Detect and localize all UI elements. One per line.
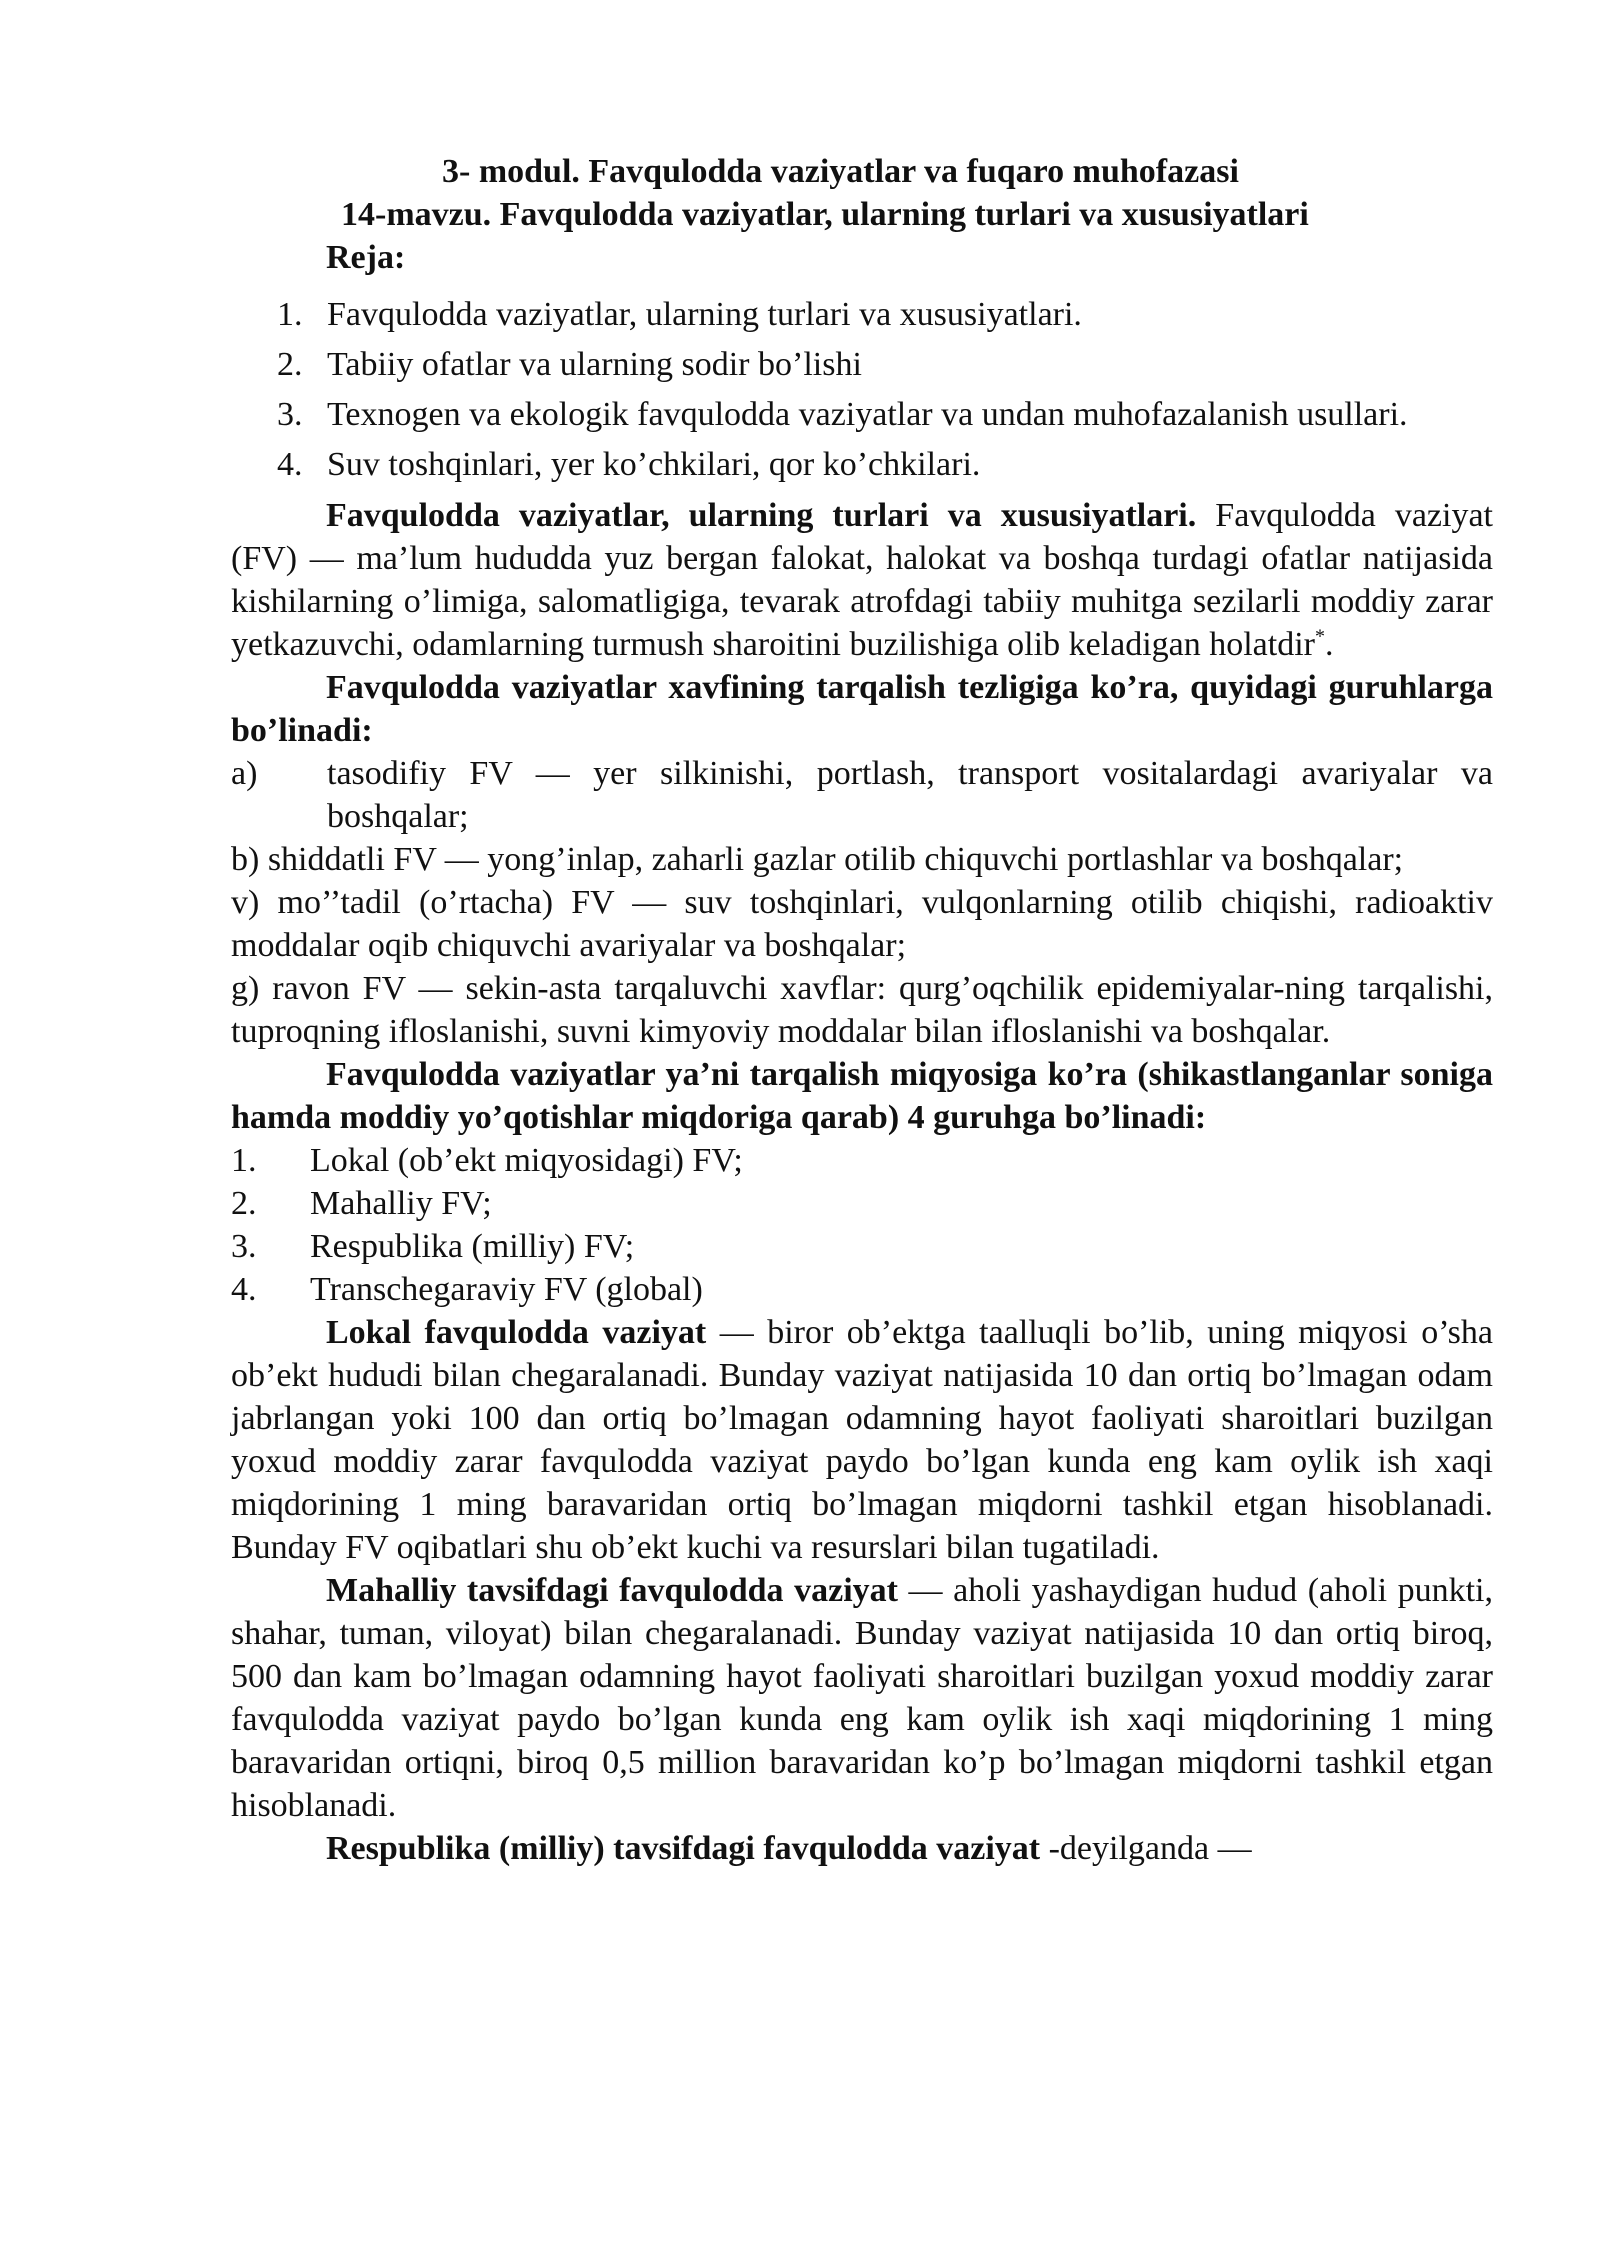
local-text: — biror ob’ektga taalluqli bo’lib, uning miqyosi o’sha ob’ekt hududi bilan chegaralanadi. Bunday vaziyat natijasida 10 dan ortiq bo’lmagan odam jabrlangan yoki 100 dan ortiq bo’lmagan odamning hayot faoliyati sharoitlari buzilgan yoxud moddiy zarar favqulodda vaziyat paydo bo’lgan kunda eng kam oylik ish xaqi miqdorining 1 ming baravaridan ortiq bo’lmagan miqdorni tashkil etgan hisoblanadi. Bunday FV oqibatlari shu ob’ekt kuchi va resurslari bilan tugatiladi. [231,1314,1493,1566]
local-paragraph [231,1311,1493,1569]
plan-list [231,293,1493,486]
scale-item-text: Respublika (milliy) FV; [310,1228,635,1265]
regional-heading: Mahalliy tavsifdagi favqulodda vaziyat [326,1572,898,1609]
plan-item-text: Tabiiy ofatlar va ularning sodir bo’lishi [327,346,862,383]
scale-item [231,1182,1493,1225]
plan-item [231,393,1493,436]
scale-item [231,1225,1493,1268]
footnote-mark: * [1314,625,1325,648]
scale-heading [231,1053,1493,1139]
scale-item-number: 1. [231,1142,257,1179]
plan-item [231,293,1493,336]
page-content [231,150,1493,1870]
scale-item-text: Transchegaraviy FV (global) [310,1271,703,1308]
definition-paragraph [231,494,1493,666]
definition-heading: Favqulodda vaziyatlar, ularning turlari va xususiyatlari. [326,497,1197,534]
plan-label: Reja: [326,239,406,276]
speed-item: v) mo’’tadil (o’rtacha) FV — suv toshqinlari, vulqonlarning otilib chiqishi, radioaktiv moddalar oqib chiquvchi avariyalar va boshqalar; [231,884,1493,964]
speed-item: g) ravon FV — sekin-asta tarqaluvchi xavflar: qurg’oqchilik epidemiyalar-ning tarqalishi, tuproqning ifloslanishi, suvni kimyoviy moddalar bilan ifloslanishi va boshqalar. [231,970,1493,1050]
plan-item-text: Favqulodda vaziyatlar, ularning turlari va xususiyatlari. [327,296,1082,333]
plan-item-number: 3. [277,396,303,433]
republic-heading: Respublika (milliy) tavsifdagi favqulodda vaziyat [326,1830,1041,1867]
republic-paragraph [231,1827,1493,1870]
speed-item-label: a) [231,755,258,792]
plan-item-number: 4. [277,446,303,483]
scale-list [231,1139,1493,1311]
definition-end: . [1324,626,1334,663]
plan-item-text: Suv toshqinlari, yer ko’chkilari, qor ko’chkilari. [327,446,981,483]
plan-item [231,443,1493,486]
scale-item-text: Mahalliy FV; [310,1185,492,1222]
scale-item [231,1139,1493,1182]
scale-item [231,1268,1493,1311]
plan-item [231,343,1493,386]
scale-item-text: Lokal (ob’ekt miqyosidagi) FV; [310,1142,743,1179]
scale-item-number: 3. [231,1228,257,1265]
plan-item-number: 1. [277,296,303,333]
plan-item-number: 2. [277,346,303,383]
speed-heading-text: Favqulodda vaziyatlar xavfining tarqalish tezligiga ko’ra, quyidagi guruhlarga bo’linadi: [231,669,1493,749]
plan-item-text: Texnogen va ekologik favqulodda vaziyatlar va undan muhofazalanish usullari. [327,396,1408,433]
scale-item-number: 2. [231,1185,257,1222]
speed-item [231,752,1493,838]
definition-text: Favqulodda vaziyat (FV) — ma’lum hududda yuz bergan falokat, halokat va boshqa turdagi ofatlar natijasida kishilarning o’limiga, salomatligiga, tevarak atrofdagi tabiiy muhitga sezilarli moddiy zarar yetkazuvchi, odamlarning turmush sharoitini buzilishiga olib keladigan holatdir [231,497,1493,663]
module-title: 3- modul. Favqulodda vaziyatlar va fuqaro muhofazasi [442,153,1239,190]
regional-text: — aholi yashaydigan hudud (aholi punkti, shahar, tuman, viloyat) bilan chegaralanadi. Bunday vaziyat natijasida 10 dan ortiq biroq, 500 dan kam bo’lmagan odamning hayot faoliyati sharoitlari buzilgan yoxud moddiy zarar favqulodda vaziyat paydo bo’lgan kunda eng kam oylik ish xaqi miqdorining 1 ming baravaridan ortiqni, biroq 0,5 million baravaridan ko’p bo’lmagan miqdorni tashkil etgan hisoblanadi. [231,1572,1494,1824]
scale-item-number: 4. [231,1271,257,1308]
scale-heading-text: Favqulodda vaziyatlar ya’ni tarqalish miqyosiga ko’ra (shikastlanganlar soniga hamda moddiy yo’qotishlar miqdoriga qarab) 4 guruhga bo’linadi: [231,1056,1493,1136]
speed-item: b) shiddatli FV — yong’inlap, zaharli gazlar otilib chiquvchi portlashlar va boshqalar; [231,841,1404,878]
speed-heading [231,666,1493,752]
speed-item-text: tasodifiy FV — yer silkinishi, portlash, transport vositalardagi avariyalar va boshqalar; [327,755,1493,835]
republic-text: -deyilganda — [1040,1830,1252,1867]
topic-title: 14-mavzu. Favqulodda vaziyatlar, ularning turlari va xususiyatlari [341,196,1309,233]
regional-paragraph [231,1569,1493,1827]
local-heading: Lokal favqulodda vaziyat [326,1314,707,1351]
